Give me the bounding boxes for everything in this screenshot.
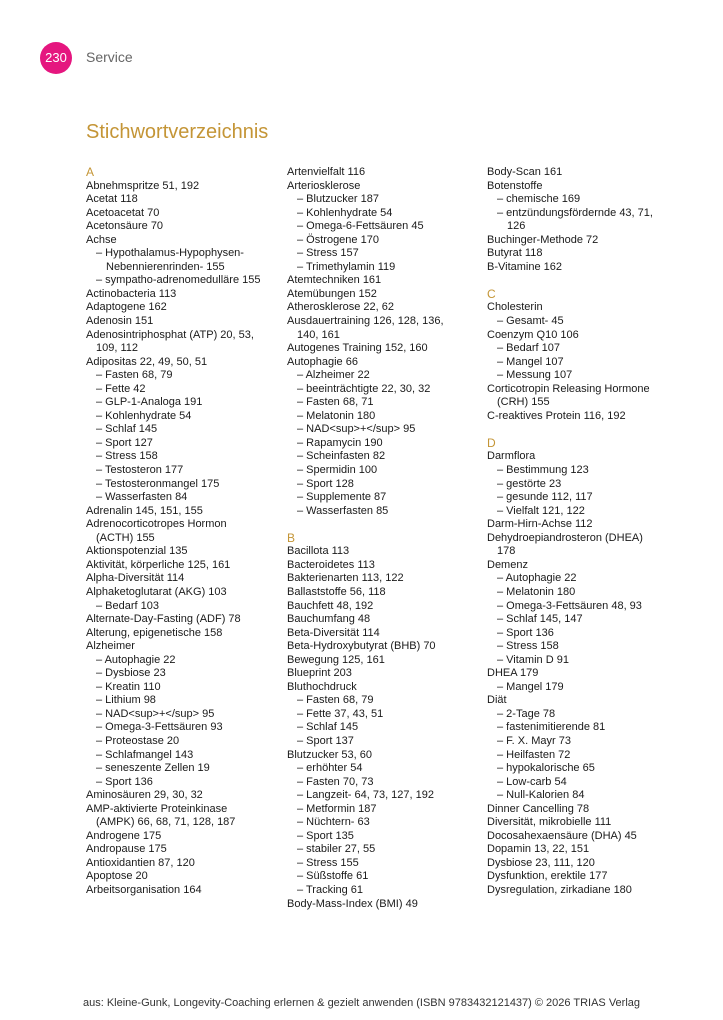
index-subentry: – Melatonin 180 (297, 409, 376, 422)
index-entry: Adenosintriphosphat (ATP) 20, 53, (86, 328, 254, 341)
index-subentry: – Vitamin D 91 (497, 653, 569, 666)
index-subentry: – Rapamycin 190 (297, 436, 383, 449)
index-entry: Ausdauertraining 126, 128, 136, (287, 315, 444, 328)
index-subentry: – Kohlenhydrate 54 (297, 206, 393, 219)
index-entry: Body-Scan 161 (487, 166, 563, 178)
index-entry-continuation: 109, 112 (96, 342, 139, 355)
index-letter-heading: B (287, 530, 296, 545)
index-subentry: – Fette 42 (96, 382, 146, 395)
index-entry: Butyrat 118 (487, 247, 543, 260)
index-entry: Dopamin 13, 22, 151 (487, 843, 590, 856)
index-subentry: – Omega-3-Fettsäuren 48, 93 (497, 599, 642, 612)
index-entry: Blutzucker 53, 60 (287, 748, 372, 761)
index-subentry: – Langzeit- 64, 73, 127, 192 (297, 789, 434, 802)
index-entry: Adrenocorticotropes Hormon (86, 518, 227, 531)
index-subentry: – Fasten 68, 71 (297, 396, 374, 409)
index-subentry: – NAD<sup>+</sup> 95 (297, 423, 416, 436)
index-entry: Actinobacteria 113 (86, 287, 177, 300)
index-subentry: – GLP-1-Analoga 191 (96, 396, 203, 409)
index-subentry: – Stress 158 (96, 450, 158, 463)
index-entry: Alternate-Day-Fasting (ADF) 78 (86, 613, 241, 626)
index-subentry: – Schlafmangel 143 (96, 748, 194, 761)
index-subentry: – Stress 157 (297, 247, 359, 260)
index-entry: Aminosäuren 29, 30, 32 (86, 789, 203, 802)
index-letter-heading: D (487, 435, 496, 450)
index-subentry: – Metformin 187 (297, 802, 377, 815)
index-subentry: – Scheinfasten 82 (297, 450, 386, 463)
index-entry-continuation: 140, 161 (297, 328, 340, 341)
index-entry: Atemübungen 152 (287, 287, 377, 300)
index-subentry: – Sport 136 (497, 626, 554, 639)
index-letter-heading: A (86, 165, 95, 179)
index-entry: Achse (86, 233, 117, 246)
index-subentry: – 2-Tage 78 (497, 707, 556, 720)
index-entry: Alterung, epigenetische 158 (86, 626, 223, 639)
index-subentry: – Fette 37, 43, 51 (297, 707, 384, 720)
index-column-2 (287, 166, 472, 911)
index-entry: Bauchumfang 48 (287, 613, 371, 626)
index-subentry: – Sport 127 (96, 436, 153, 449)
index-subentry: – fastenimitierende 81 (497, 721, 606, 734)
index-subentry: – gesunde 112, 117 (497, 491, 593, 504)
index-subentry: – Bedarf 103 (96, 599, 159, 612)
index-subentry: – Low-carb 54 (497, 775, 567, 788)
index-entry: Demenz (487, 558, 528, 571)
index-subentry: – Autophagie 22 (497, 572, 577, 585)
index-subentry: – Östrogene 170 (297, 233, 379, 246)
index-entry: Dysbiose 23, 111, 120 (487, 856, 595, 869)
index-subentry: – gestörte 23 (497, 477, 562, 490)
index-entry: Acetoacetat 70 (86, 206, 160, 219)
index-entry: Autophagie 66 (287, 355, 358, 368)
index-column-1 (86, 166, 271, 898)
index-entry: Darmflora (487, 450, 536, 463)
index-column-3 (487, 166, 672, 898)
index-entry: Alpha-Diversität 114 (86, 572, 185, 585)
index-entry: Botenstoffe (487, 179, 543, 192)
index-subentry: – Fasten 70, 73 (297, 775, 374, 788)
index-entry: Darm-Hirn-Achse 112 (487, 518, 593, 531)
index-subentry: – Mangel 179 (497, 680, 564, 693)
index-entry: Bacillota 113 (287, 545, 350, 558)
index-entry-continuation: (AMPK) 66, 68, 71, 128, 187 (96, 816, 236, 829)
index-entry: Aktionspotenzial 135 (86, 545, 188, 558)
index-entry: Arteriosklerose (287, 179, 361, 192)
index-subentry: – Gesamt- 45 (497, 315, 564, 328)
index-subentry: – Sport 137 (297, 734, 354, 747)
index-entry: Adenosin 151 (86, 315, 154, 328)
index-entry: B-Vitamine 162 (487, 260, 563, 273)
index-entry: Bluthochdruck (287, 680, 357, 693)
index-subentry: – Sport 135 (297, 829, 354, 842)
index-entry: Antioxidantien 87, 120 (86, 856, 195, 869)
index-entry: Coenzym Q10 106 (487, 328, 579, 341)
index-entry: Androgene 175 (86, 829, 162, 842)
index-subentry: – Sport 128 (297, 477, 354, 490)
index-entry: Dinner Cancelling 78 (487, 802, 590, 815)
index-subentry: – Mangel 107 (497, 355, 564, 368)
index-subentry: – Blutzucker 187 (297, 193, 379, 206)
page-number-badge: 230 (40, 42, 72, 74)
index-subentry: – Kreatin 110 (96, 680, 161, 693)
index-entry: C-reaktives Protein 116, 192 (487, 409, 626, 422)
index-subentry: – Lithium 98 (96, 694, 156, 707)
index-entry: Docosahexaensäure (DHA) 45 (487, 829, 637, 842)
index-subentry: – Testosteronmangel 175 (96, 477, 220, 490)
index-entry: Cholesterin (487, 301, 543, 314)
index-entry: Diversität, mikrobielle 111 (487, 816, 612, 829)
index-entry: Dysfunktion, erektile 177 (487, 870, 608, 883)
index-subentry: – Schlaf 145 (96, 423, 158, 436)
index-subentry: – Bedarf 107 (497, 342, 560, 355)
index-entry: Beta-Hydroxybutyrat (BHB) 70 (287, 640, 436, 653)
index-entry: Buchinger-Methode 72 (487, 233, 599, 246)
index-entry: Alzheimer (86, 640, 135, 653)
index-entry: Body-Mass-Index (BMI) 49 (287, 897, 418, 910)
index-subentry: – sympatho-adrenomedulläre 155 (96, 274, 261, 287)
index-entry: Ballaststoffe 56, 118 (287, 585, 386, 598)
index-subentry: – Proteostase 20 (96, 734, 180, 747)
index-subentry: – Schlaf 145, 147 (497, 613, 583, 626)
index-entry: Atherosklerose 22, 62 (287, 301, 395, 314)
index-entry: DHEA 179 (487, 667, 539, 680)
index-subentry: – Alzheimer 22 (297, 369, 370, 382)
index-entry-continuation: 178 (497, 545, 516, 558)
index-subentry: – Tracking 61 (297, 883, 364, 896)
index-subentry: – Fasten 68, 79 (297, 694, 374, 707)
index-subentry: – Schlaf 145 (297, 721, 359, 734)
index-subentry: – Testosteron 177 (96, 464, 184, 477)
index-subentry: – stabiler 27, 55 (297, 843, 376, 856)
index-entry: Abnehmspritze 51, 192 (86, 179, 200, 192)
index-subentry: – erhöhter 54 (297, 762, 363, 775)
index-subentry: – Autophagie 22 (96, 653, 176, 666)
index-subentry: – Trimethylamin 119 (297, 260, 396, 273)
index-subentry: – Wasserfasten 85 (297, 504, 389, 517)
index-subentry: – Supplemente 87 (297, 491, 387, 504)
index-subentry: – hypokalorische 65 (497, 762, 595, 775)
index-letter-heading: C (487, 286, 496, 301)
index-entry: Adaptogene 162 (86, 301, 167, 314)
index-entry: Bakterienarten 113, 122 (287, 572, 404, 585)
index-subentry: – Bestimmung 123 (497, 464, 589, 477)
index-subentry: – Messung 107 (497, 369, 573, 382)
index-subentry: – Spermidin 100 (297, 464, 378, 477)
index-entry: Artenvielfalt 116 (287, 166, 366, 178)
index-entry: Andropause 175 (86, 843, 167, 856)
index-entry: Adipositas 22, 49, 50, 51 (86, 355, 208, 368)
index-subentry: – Omega-3-Fettsäuren 93 (96, 721, 223, 734)
index-subentry: – Süßstoffe 61 (297, 870, 369, 883)
index-subentry: – Hypothalamus-Hypophysen- (96, 247, 244, 260)
index-entry: Dehydroepiandrosteron (DHEA) (487, 531, 643, 544)
index-entry: Bauchfett 48, 192 (287, 599, 374, 612)
index-subentry: – Null-Kalorien 84 (497, 789, 585, 802)
index-subentry: – Heilfasten 72 (497, 748, 571, 761)
index-entry: Bewegung 125, 161 (287, 653, 385, 666)
index-entry: Acetat 118 (86, 193, 138, 206)
index-subentry: – chemische 169 (497, 193, 581, 206)
index-entry-continuation: (CRH) 155 (497, 396, 550, 409)
index-subentry: – F. X. Mayr 73 (497, 734, 571, 747)
index-subentry: – Kohlenhydrate 54 (96, 409, 192, 422)
index-entry: AMP-aktivierte Proteinkinase (86, 802, 228, 815)
index-subentry: – Stress 158 (497, 640, 559, 653)
index-title: Stichwortverzeichnis (86, 121, 269, 143)
index-entry: Alphaketoglutarat (AKG) 103 (86, 585, 227, 598)
copyright-footer: aus: Kleine-Gunk, Longevity-Coaching erlernen & gezielt anwenden (ISBN 9783432121437) © 2026 TRIAS Verlag (82, 997, 641, 1009)
index-entry: Beta-Diversität 114 (287, 626, 380, 639)
index-entry: Blueprint 203 (287, 667, 352, 680)
index-subentry: – entzündungsfördernde 43, 71, (497, 206, 653, 219)
index-subentry-continuation: 126 (507, 220, 526, 233)
index-entry: Dysregulation, zirkadiane 180 (487, 883, 632, 896)
index-subentry: – Dysbiose 23 (96, 667, 166, 680)
index-entry: Acetonsäure 70 (86, 220, 164, 233)
index-subentry: – Nüchtern- 63 (297, 816, 370, 829)
index-subentry: – beeinträchtigte 22, 30, 32 (297, 382, 431, 395)
index-entry: Apoptose 20 (86, 870, 148, 883)
index-entry: Arbeitsorganisation 164 (86, 883, 202, 896)
index-subentry: – Wasserfasten 84 (96, 491, 188, 504)
index-subentry: – Sport 136 (96, 775, 153, 788)
index-entry: Diät (487, 694, 507, 707)
index-subentry: – Omega-6-Fettsäuren 45 (297, 220, 424, 233)
index-subentry-continuation: Nebennierenrinden- 155 (106, 260, 225, 273)
index-entry-continuation: (ACTH) 155 (96, 531, 155, 544)
index-subentry: – Melatonin 180 (497, 585, 576, 598)
index-subentry: – seneszente Zellen 19 (96, 762, 210, 775)
index-entry: Corticotropin Releasing Hormone (487, 382, 650, 395)
index-subentry: – Fasten 68, 79 (96, 369, 173, 382)
index-entry: Aktivität, körperliche 125, 161 (86, 558, 231, 571)
index-subentry: – Vielfalt 121, 122 (497, 504, 585, 517)
index-entry: Adrenalin 145, 151, 155 (86, 504, 203, 517)
index-subentry: – NAD<sup>+</sup> 95 (96, 707, 215, 720)
index-entry: Atemtechniken 161 (287, 274, 382, 287)
index-subentry: – Stress 155 (297, 856, 359, 869)
index-entry: Bacteroidetes 113 (287, 558, 375, 571)
section-label: Service (86, 49, 133, 65)
index-entry: Autogenes Training 152, 160 (287, 342, 428, 355)
